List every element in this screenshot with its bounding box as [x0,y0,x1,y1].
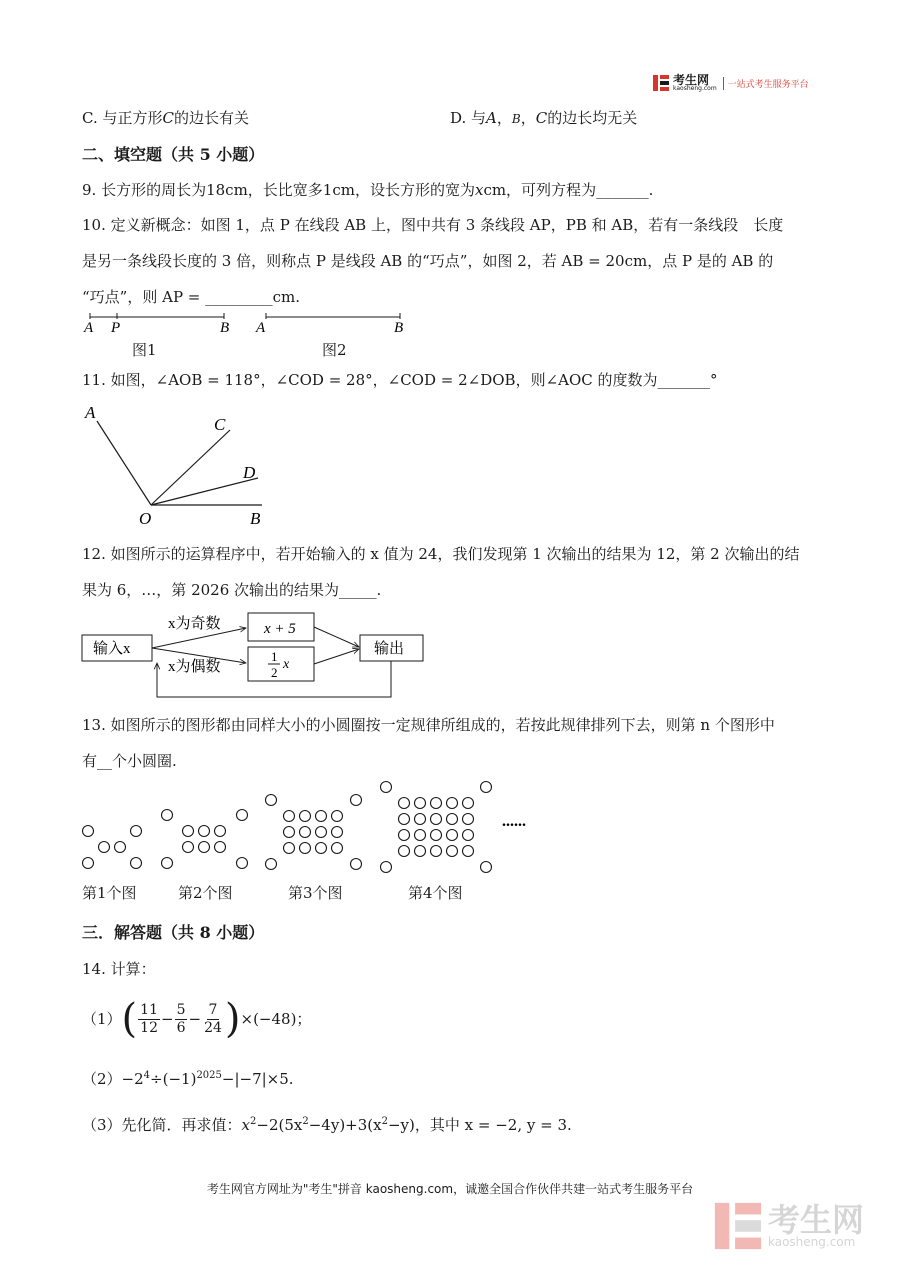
output-label: 输出 [374,641,405,657]
pattern-caption: 第2个图 [178,884,233,902]
watermark-logo-icon [712,1200,764,1252]
odd-label: x为奇数 [168,616,221,632]
even-label: x为偶数 [168,659,221,675]
segment-figure-1 [83,313,229,336]
header-logo [652,72,809,94]
label-a: A [84,320,94,336]
label-b: B [220,320,230,336]
label-a: A [256,320,266,336]
odd-operation: x + 5 [264,621,296,637]
input-label: 输入x [93,641,131,657]
question-10-line3: “巧点”，则 AP = _________cm. [82,288,301,306]
option-c: C. 与正方形C的边长有关 [82,109,249,127]
question-9: 9. 长方形的周长为18cm，长比宽多1cm，设长方形的宽为xcm，可列方程为_______. [82,181,654,199]
fraction: $\frac{5}{6}$ [176,1001,186,1036]
watermark-domain: kaosheng.com [768,1235,856,1249]
label-a: A [85,403,96,422]
watermark-text: 考生网 [768,1201,865,1239]
question-14-part3: （3）先化简．再求值：$x^2-2(5x^2-4y)+3(x^2-y)$，其中 x = −2, y = 3. [82,1116,572,1134]
even-denominator: 2 [271,665,278,680]
question-14-part2: $(2)-2^4\div(-1)^{2025}-|-7|\times 5$. [82,1070,294,1088]
section-title: 二、填空题（共 5 小题） [82,145,265,164]
label-o: O [139,509,152,528]
figure-caption: 图1 [132,341,157,359]
option-d: D. 与A，B，C的边长均无关 [450,109,638,127]
label-p: P [111,320,121,336]
pattern-caption: 第4个图 [408,884,463,902]
question-10-line1: 10. 定义新概念：如图 1，点 P 在线段 AB 上，图中共有 3 条线段 AP，PB 和 AB，若有一条线段 长度 [82,216,784,234]
segment-figure-2 [255,313,403,336]
question-14-intro: 14. 计算： [82,960,156,978]
fraction: $\frac{11}{12}$ [140,1001,158,1036]
angle-figure [80,400,280,530]
even-operation-box [248,647,314,681]
pattern-caption: 第3个图 [288,884,343,902]
logo-text: 考生网 [673,73,710,87]
question-13-line2: 有__个小圆圈. [82,752,177,770]
question-11: 11. 如图，∠AOB = 118°，∠COD = 28°，∠COD = 2∠DOB，则∠AOC 的度数为_______° [82,371,718,389]
question-13-line1: 13. 如图所示的图形都由同样大小的小圆圈按一定规律所组成的，若按此规律排列下去，则第 n 个图形中 [82,716,775,734]
question-12-line2: 果为 6，…，第 2026 次输出的结果为_____. [82,581,382,599]
even-variable: x [283,657,290,672]
logo-domain: kaosheng.com [673,85,717,92]
figure-caption: 图2 [322,341,347,359]
fraction: $\frac{7}{24}$ [204,1001,222,1036]
footer-text: 考生网官方网址为"考生"拼音 kaosheng.com，诚邀全国合作伙伴共建一站式考生服务平台 [206,1182,694,1196]
flowchart [80,605,440,705]
even-numerator: 1 [271,649,278,664]
pattern-caption: 第1个图 [82,884,137,902]
circle-pattern-figure [70,770,550,880]
question-14-part1: （1） ( $\frac{11}{12}$ − $\frac{5}{6}$ − $\frac{7}{24}$ ) ×(−48)； [82,996,312,1042]
label-c: C [214,415,226,434]
pattern-ellipsis: ...... [502,813,526,830]
logo-icon [652,74,670,92]
pattern-3 [266,795,362,870]
pattern-4 [381,782,492,873]
question-10-line2: 是另一条线段长度的 3 倍，则称点 P 是线段 AB 的“巧点”，如图 2，若 AB = 20cm，点 P 是的 AB 的 [82,252,774,270]
label-b: B [394,320,404,336]
pattern-2 [162,810,248,869]
pattern-1 [83,826,142,869]
section-title: 三．解答题（共 8 小题） [82,923,265,942]
watermark [712,1200,864,1252]
logo-slogan: 一站式考生服务平台 [723,77,809,90]
label-b: B [250,509,261,528]
question-12-line1: 12. 如图所示的运算程序中，若开始输入的 x 值为 24，我们发现第 1 次输出的结果为 12，第 2 次输出的结 [82,545,800,563]
label-d: D [243,463,256,482]
q10-figures [70,305,430,360]
